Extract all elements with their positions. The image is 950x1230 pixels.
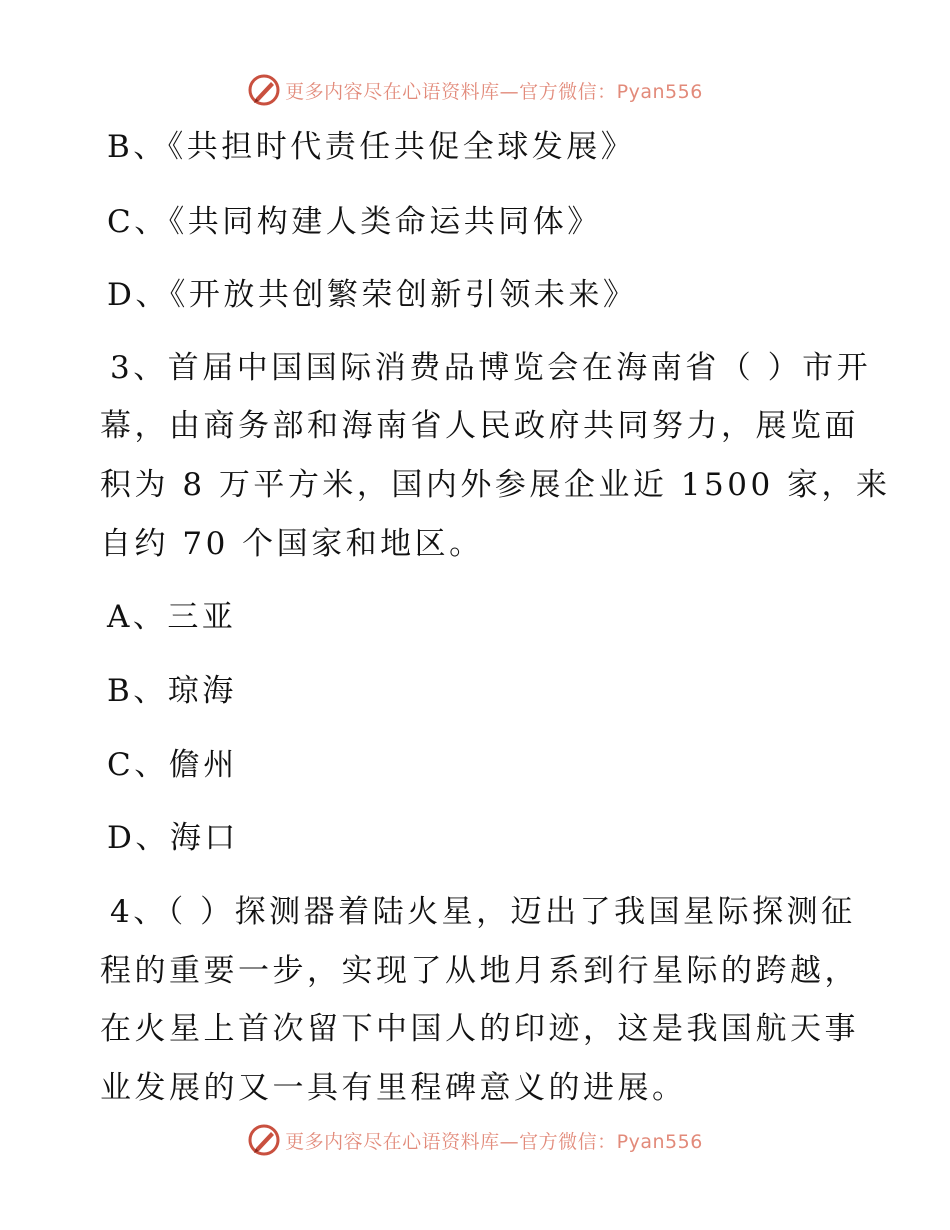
watermark-text: 更多内容尽在心语资料库—官方微信：Pyan556 (285, 80, 703, 103)
header-watermark (0, 70, 950, 110)
q4-text-line-3: 在火星上首次留下中国人的印迹，这是我国航天事 (100, 1011, 859, 1047)
q3-text-line-3: 积为 8 万平方米，国内外参展企业近 1500 家，来 (100, 467, 891, 503)
watermark-text: 更多内容尽在心语资料库—官方微信：Pyan556 (285, 1130, 703, 1153)
q3-text-line-4: 自约 70 个国家和地区。 (100, 526, 484, 562)
q3-option-c: C、儋州 (107, 747, 238, 783)
q3-option-a: A、三亚 (107, 599, 237, 635)
q2-option-b: B、《共担时代责任共促全球发展》 (107, 129, 636, 165)
q3-option-b: B、琼海 (107, 673, 237, 709)
q3-option-d: D、海口 (107, 820, 239, 856)
q4-text-line-1: 4、（ ）探测器着陆火星，迈出了我国星际探测征 (110, 894, 856, 930)
pen-logo-icon (247, 73, 281, 107)
pen-logo-icon (247, 1123, 281, 1157)
q2-option-c: C、《共同构建人类命运共同体》 (107, 204, 602, 240)
q2-option-d: D、《开放共创繁荣创新引领未来》 (107, 277, 638, 313)
q4-text-line-4: 业发展的又一具有里程碑意义的进展。 (100, 1070, 687, 1106)
q3-text-line-1: 3、首届中国国际消费品博览会在海南省（ ）市开 (110, 350, 872, 386)
q4-text-line-2: 程的重要一步，实现了从地月系到行星际的跨越， (100, 953, 859, 989)
q3-text-line-2: 幕，由商务部和海南省人民政府共同努力，展览面 (100, 408, 859, 444)
footer-watermark (0, 1120, 950, 1160)
